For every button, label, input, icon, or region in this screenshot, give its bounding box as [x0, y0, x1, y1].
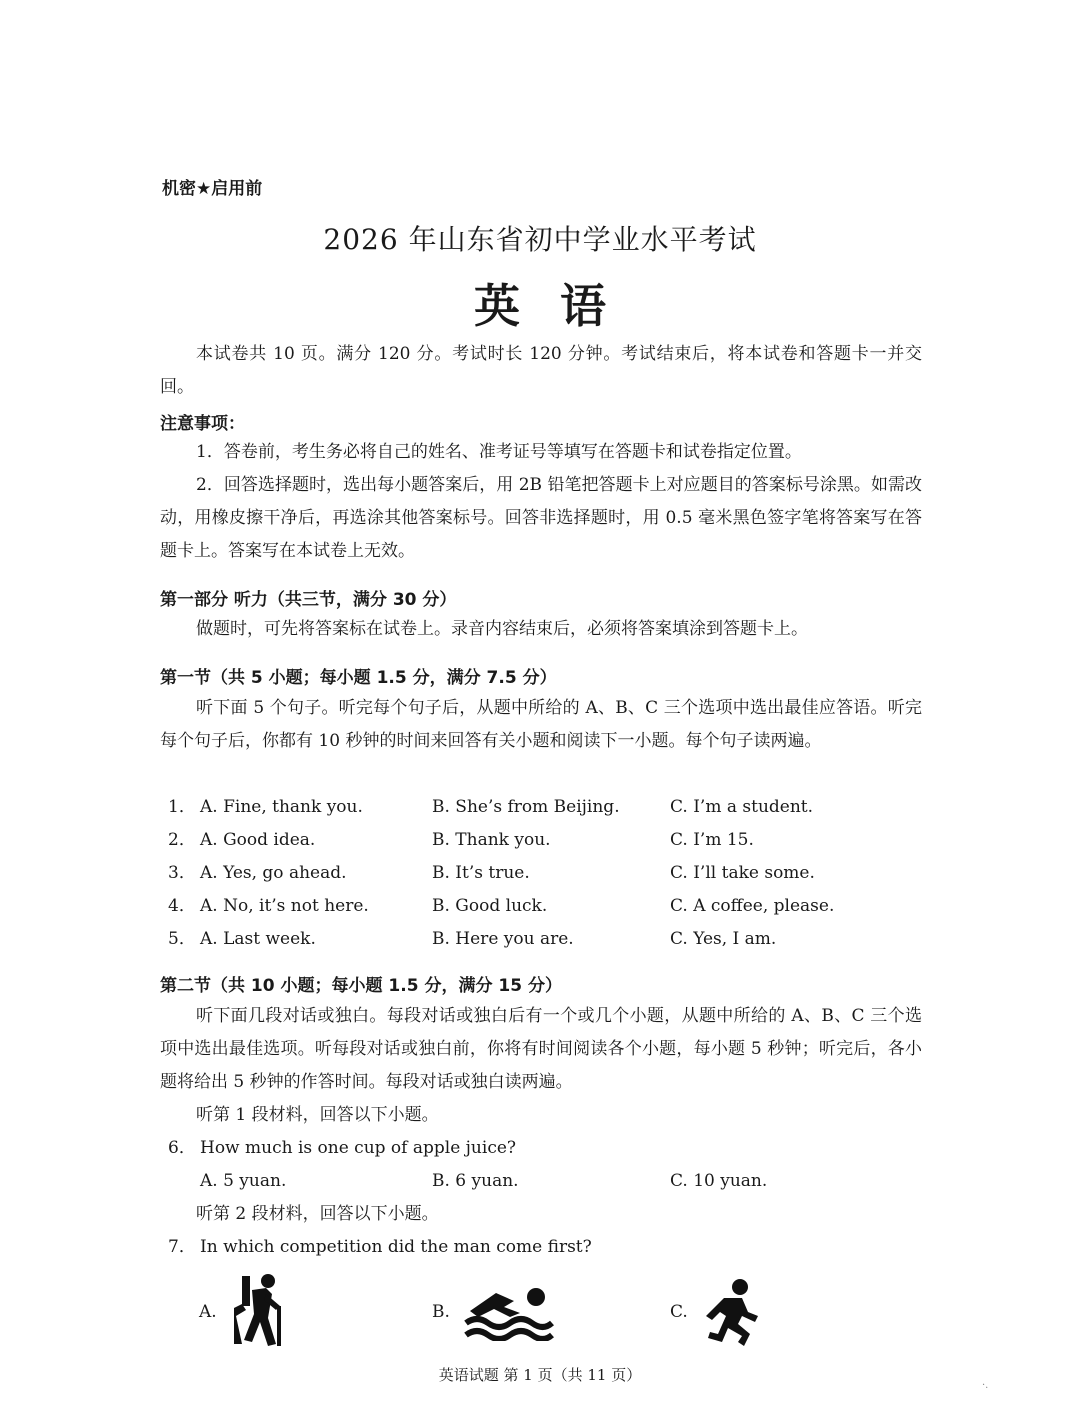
picture-option-c-label: C.: [670, 1302, 688, 1322]
option-c: C. I’m a student.: [670, 797, 814, 817]
material-2-note: 听第 2 段材料，回答以下小题。: [196, 1204, 439, 1224]
running-icon: [702, 1278, 762, 1348]
question-number: 4．: [168, 896, 196, 916]
option-c: C. I’ll take some.: [670, 863, 815, 883]
question-number: 1．: [168, 797, 196, 817]
option-b: B. It’s true.: [432, 863, 530, 883]
option-a: A. Fine, thank you.: [200, 797, 363, 817]
notice-item-1: 1．答卷前，考生务必将自己的姓名、准考证号等填写在答题卡和试卷指定位置。: [196, 442, 802, 462]
question-row: [160, 857, 922, 890]
exam-title: 2026 年山东省初中学业水平考试: [323, 223, 757, 256]
section1-heading: 第一节（共 5 小题；每小题 1.5 分，满分 7.5 分）: [160, 668, 557, 688]
option-c: C. I’m 15.: [670, 830, 754, 850]
subject-title: 英语: [474, 279, 646, 333]
question-7-row: [160, 1231, 922, 1264]
material-1-note: 听第 1 段材料，回答以下小题。: [196, 1105, 439, 1125]
notice-title: 注意事项：: [160, 414, 245, 434]
question-row: [160, 890, 922, 923]
page-footer: 英语试题 第 1 页（共 11 页）: [438, 1366, 642, 1384]
question-number: 5．: [168, 929, 196, 949]
option-a: A. 5 yuan.: [200, 1171, 287, 1191]
question-number: 6．: [168, 1138, 196, 1158]
option-b: B. Here you are.: [432, 929, 574, 949]
picture-option-b-label: B.: [432, 1302, 450, 1322]
section1-instruction: 听下面 5 个句子。听完每个句子后，从题中所给的 A、B、C 三个选项中选出最佳应答语。听完每个句子后，你都有 10 秒钟的时间来回答有关小题和阅读下一小题。每个句子读两遍。: [160, 698, 922, 751]
section2-instruction: 听下面几段对话或独白。每段对话或独白后有一个或几个小题，从题中所给的 A、B、C 三个选项中选出最佳选项。听每段对话或独白前，你将有时间阅读各个小题，每小题 5 秒钟；听完后，各小题将给出 5 秒钟的作答时间。每段对话或独白读两遍。: [160, 1006, 922, 1092]
option-a: A. Good idea.: [200, 830, 316, 850]
option-c: C. 10 yuan.: [670, 1171, 768, 1191]
question-6-options: [160, 1165, 922, 1198]
picture-option-a-label: A.: [199, 1302, 217, 1322]
option-c: C. Yes, I am.: [670, 929, 777, 949]
option-a: A. Last week.: [200, 929, 316, 949]
swimming-icon: [462, 1283, 554, 1341]
question-number: 7．: [168, 1237, 196, 1257]
question-6-row: [160, 1132, 922, 1165]
option-a: A. No, it’s not here.: [200, 896, 369, 916]
part1-heading: 第一部分 听力（共三节，满分 30 分）: [160, 590, 457, 610]
scan-mark: ·.: [982, 1380, 989, 1391]
question-number: 3．: [168, 863, 196, 883]
question-row: [160, 923, 922, 956]
option-b: B. She’s from Beijing.: [432, 797, 620, 817]
notice-item-2: 2．回答选择题时，选出每小题答案后，用 2B 铅笔把答题卡上对应题目的答案标号涂黑。如需改动，用橡皮擦干净后，再选涂其他答案标号。回答非选择题时，用 0.5 毫米黑色签字笔将答案写在答题卡上。答案写在本试卷上无效。: [160, 475, 922, 561]
intro-paragraph: 本试卷共 10 页。满分 120 分。考试时长 120 分钟。考试结束后，将本试卷和答题卡一并交回。: [160, 344, 922, 397]
question-row: [160, 791, 922, 824]
question-row: [160, 824, 922, 857]
question-6-text: How much is one cup of apple juice?: [200, 1138, 517, 1158]
option-b: B. Good luck.: [432, 896, 548, 916]
option-a: A. Yes, go ahead.: [200, 863, 347, 883]
confidential-label: 机密★启用前: [162, 179, 263, 199]
option-b: B. Thank you.: [432, 830, 551, 850]
part1-instruction: 做题时，可先将答案标在试卷上。录音内容结束后，必须将答案填涂到答题卡上。: [196, 619, 808, 639]
option-b: B. 6 yuan.: [432, 1171, 519, 1191]
question-number: 2．: [168, 830, 196, 850]
hiking-icon: [222, 1272, 284, 1348]
section2-heading: 第二节（共 10 小题；每小题 1.5 分，满分 15 分）: [160, 976, 562, 996]
option-c: C. A coffee, please.: [670, 896, 835, 916]
question-7-text: In which competition did the man come first?: [200, 1237, 592, 1257]
